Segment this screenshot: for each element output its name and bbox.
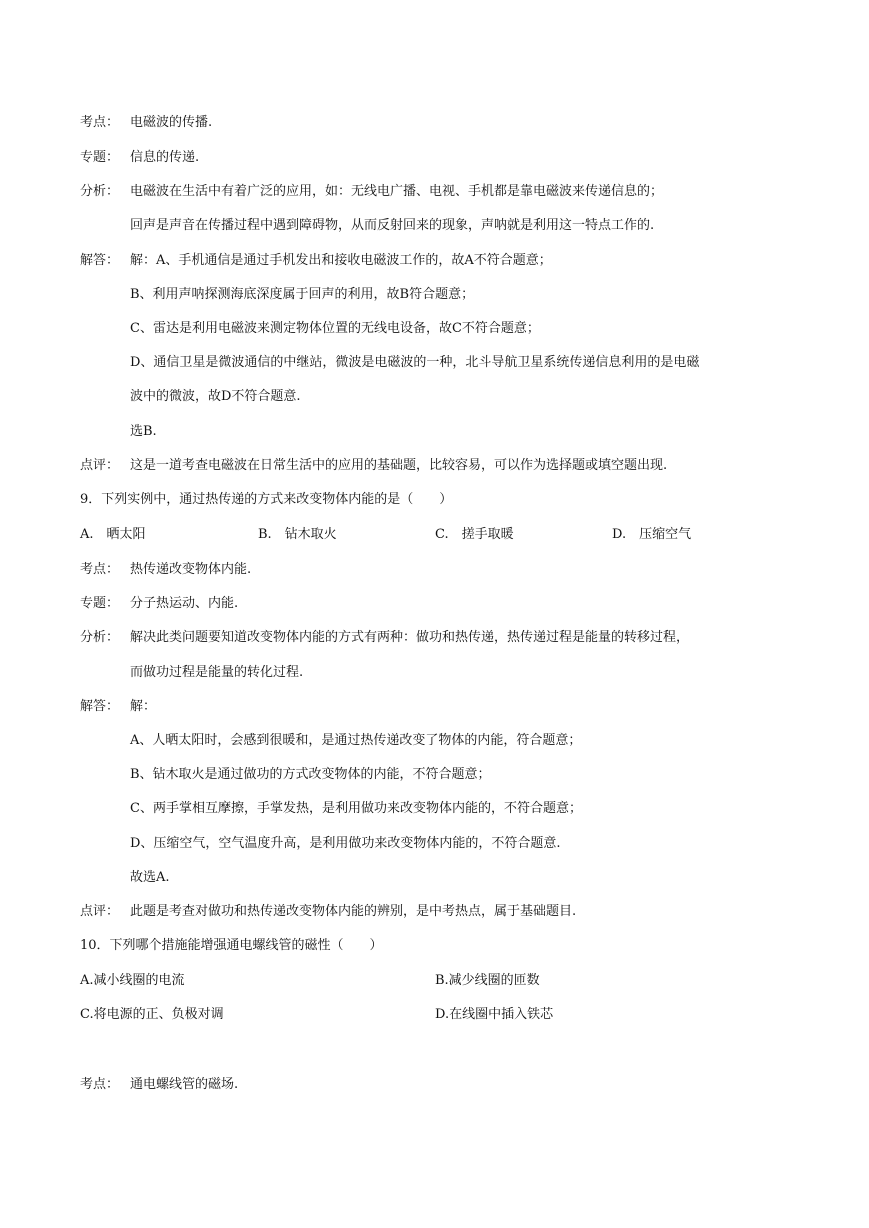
q8-jieda-line (80, 253, 552, 269)
q8-fenxi-line (80, 184, 663, 200)
kaodian-label: 考点： (80, 562, 120, 577)
q8-dianping-line (80, 458, 667, 474)
q9-kaodian-line (80, 562, 251, 578)
kaodian-label: 考点： (80, 1077, 120, 1092)
q8-kaodian-line (80, 115, 212, 131)
q9-stem: 9．下列实例中，通过热传递的方式来改变物体内能的是（ ） (80, 492, 453, 507)
dianping-label: 点评： (80, 904, 120, 919)
fenxi-label: 分析： (80, 630, 120, 645)
zhuanti-label: 专题： (80, 596, 120, 611)
zhuanti-text: 分子热运动、内能. (130, 596, 239, 611)
q9-fenxi-line-2: 而做功过程是能量的转化过程. (130, 665, 304, 680)
q9-dianping-line (80, 904, 576, 920)
fenxi-text: 解决此类问题要知道改变物体内能的方式有两种：做功和热传递，热传递过程是能量的转移过程， (130, 630, 690, 645)
jieda-label: 解答： (80, 253, 120, 268)
dianping-label: 点评： (80, 458, 120, 473)
dianping-text: 此题是考查对做功和热传递改变物体内能的辨别，是中考热点，属于基础题目. (130, 904, 577, 919)
kaodian-text: 热传递改变物体内能. (130, 562, 252, 577)
q10-option-a: A.减小线圈的电流 (80, 973, 185, 988)
kaodian-text: 电磁波的传播. (130, 115, 213, 130)
fenxi-label: 分析： (80, 184, 120, 199)
q8-jieda-line-5: 波中的微波，故D不符合题意. (130, 389, 301, 404)
q8-jieda-line-3: C、雷达是利用电磁波来测定物体位置的无线电设备，故C不符合题意； (130, 321, 540, 336)
q9-jieda-line (80, 699, 156, 715)
q8-jieda-line-4: D、通信卫星是微波通信的中继站，微波是电磁波的一种，北斗导航卫星系统传递信息利用的是电磁 (130, 355, 700, 370)
jieda-text: 解：A、手机通信是通过手机发出和接收电磁波工作的，故A不符合题意； (130, 253, 552, 268)
q10-stem: 10．下列哪个措施能增强通电螺线管的磁性（ ） (80, 938, 383, 953)
kaodian-text: 通电螺线管的磁场. (130, 1077, 239, 1092)
jieda-text: 解： (130, 699, 157, 714)
q9-jieda-line-1: A、人晒太阳时，会感到很暖和，是通过热传递改变了物体的内能，符合题意； (130, 733, 582, 748)
zhuanti-text: 信息的传递. (130, 150, 200, 165)
dianping-text: 这是一道考查电磁波在日常生活中的应用的基础题，比较容易，可以作为选择题或填空题出现. (130, 458, 668, 473)
q9-option-c: C. 搓手取暖 (435, 527, 514, 542)
jieda-label: 解答： (80, 699, 120, 714)
q9-jieda-line-3: C、两手掌相互摩擦，手掌发热，是利用做功来改变物体内能的，不符合题意； (130, 801, 582, 816)
q9-fenxi-line (80, 630, 689, 646)
q10-option-c: C.将电源的正、负极对调 (80, 1007, 224, 1022)
q10-kaodian-line (80, 1077, 238, 1093)
kaodian-label: 考点： (80, 115, 120, 130)
q9-option-a: A. 晒太阳 (80, 527, 146, 542)
q8-jieda-line-6: 选B. (130, 424, 157, 439)
q9-zhuanti-line (80, 596, 238, 612)
q9-jieda-line-4: D、压缩空气，空气温度升高，是利用做功来改变物体内能的，不符合题意. (130, 836, 561, 851)
fenxi-text: 电磁波在生活中有着广泛的应用，如：无线电广播、电视、手机都是靠电磁波来传递信息的； (130, 184, 664, 199)
q9-jieda-line-5: 故选A. (130, 870, 170, 885)
q9-jieda-line-2: B、钻木取火是通过做功的方式改变物体的内能，不符合题意； (130, 767, 491, 782)
q8-jieda-line-2: B、利用声呐探测海底深度属于回声的利用，故B符合题意； (130, 287, 475, 302)
q9-option-b: B. 钻木取火 (258, 527, 337, 542)
q8-zhuanti-line (80, 150, 199, 166)
q10-option-b: B.减少线圈的匝数 (435, 973, 540, 988)
q9-option-d: D. 压缩空气 (612, 527, 692, 542)
q10-option-d: D.在线圈中插入铁芯 (435, 1007, 554, 1022)
q8-fenxi-line-2: 回声是声音在传播过程中遇到障碍物，从而反射回来的现象，声呐就是利用这一特点工作的. (130, 218, 655, 233)
zhuanti-label: 专题： (80, 150, 120, 165)
